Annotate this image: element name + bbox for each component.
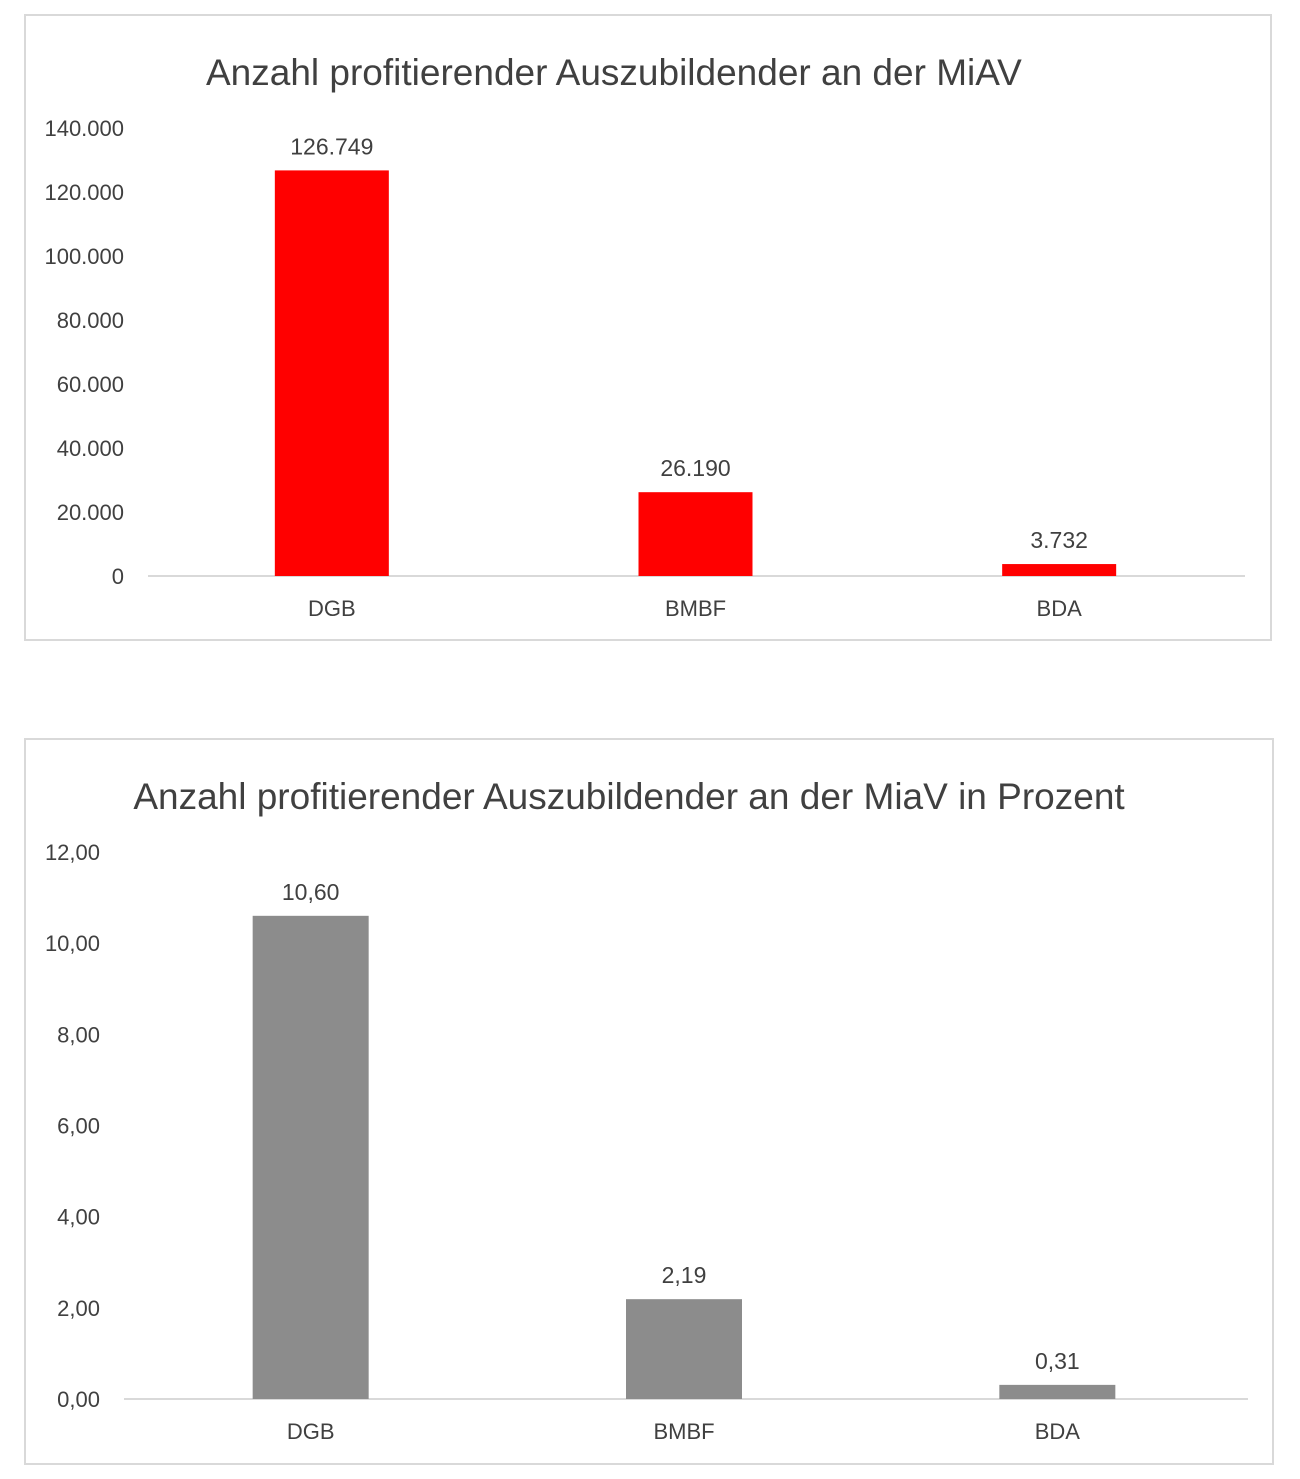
y-tick-label: 20.000: [56, 500, 124, 525]
y-tick-label: 4,00: [57, 1204, 100, 1230]
bar-bda: [1002, 564, 1116, 576]
category-label: BMBF: [653, 1419, 715, 1444]
category-label: BDA: [1036, 596, 1082, 621]
y-tick-label: 80.000: [56, 308, 124, 333]
category-label: BMBF: [664, 596, 727, 621]
bar-chart-percent: [26, 740, 1276, 1467]
bar-bmbf: [626, 1299, 742, 1399]
y-tick-label: 10,00: [44, 931, 100, 957]
bar-chart-absolute: [26, 16, 1274, 643]
y-tick-label: 12,00: [44, 840, 100, 865]
category-label: DGB: [307, 596, 356, 621]
data-label: 0,31: [1034, 1347, 1080, 1374]
bar-bmbf: [639, 492, 753, 576]
data-label: 3.732: [1030, 527, 1088, 554]
y-tick-label: 100.000: [44, 244, 124, 269]
data-label: 126.749: [290, 133, 374, 160]
y-tick-label: 0,00: [57, 1387, 100, 1412]
data-label: 2,19: [661, 1262, 707, 1289]
y-tick-label: 40.000: [56, 436, 124, 461]
bar-dgb: [253, 916, 369, 1399]
data-label: 10,60: [281, 878, 340, 905]
y-tick-label: 120.000: [44, 180, 124, 205]
chart-panel-percent: [24, 738, 1274, 1465]
y-tick-label: 0: [111, 564, 124, 589]
chart-title: Anzahl profitierender Auszubildender an der MiaV in Prozent: [133, 776, 1125, 817]
data-label: 26.190: [660, 455, 731, 482]
category-label: BDA: [1034, 1419, 1080, 1444]
bar-dgb: [275, 170, 389, 576]
chart-title: Anzahl profitierender Auszubildender an der MiAV: [206, 52, 1022, 93]
y-tick-label: 8,00: [57, 1022, 100, 1048]
chart-panel-absolute: [24, 14, 1272, 641]
y-tick-label: 140.000: [44, 116, 124, 141]
bar-bda: [999, 1385, 1115, 1399]
y-tick-label: 6,00: [57, 1113, 100, 1139]
y-tick-label: 60.000: [56, 372, 124, 397]
category-label: DGB: [286, 1419, 335, 1444]
y-tick-label: 2,00: [57, 1295, 100, 1321]
